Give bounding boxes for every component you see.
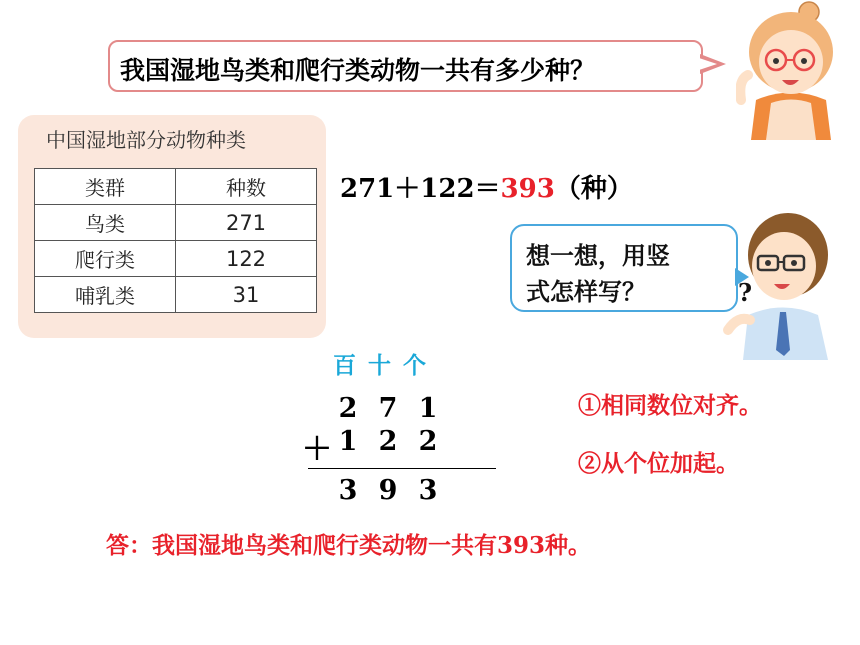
- question-bubble: [108, 40, 703, 92]
- table-cell-count: 31: [176, 277, 317, 313]
- place-value-header: 百十个: [333, 352, 438, 379]
- boy-illustration: [718, 200, 838, 360]
- digit: 9: [378, 475, 398, 506]
- digit: 2: [418, 426, 438, 457]
- table-row: [35, 241, 317, 277]
- equation-unit: （种）: [554, 174, 633, 204]
- digit: 1: [418, 393, 438, 424]
- table-cell-group: 爬行类: [35, 241, 176, 277]
- sum-line: [308, 468, 496, 469]
- question-bubble-tail-inner: [699, 58, 717, 70]
- table-cell-group: 鸟类: [35, 205, 176, 241]
- species-table: [34, 168, 317, 313]
- table-row: [35, 205, 317, 241]
- digit: 2: [378, 426, 398, 457]
- addend-row-1: [328, 393, 448, 424]
- question-text: 我国湿地鸟类和爬行类动物一共有多少种？: [120, 56, 596, 85]
- table-row: [35, 277, 317, 313]
- equation-result: 393: [500, 174, 555, 204]
- answer-text: 答：我国湿地鸟类和爬行类动物一共有393种。: [106, 532, 592, 559]
- tip-align: ①相同数位对齐。: [578, 392, 762, 419]
- question-mark: ?: [738, 278, 753, 307]
- addend-row-2: [328, 426, 448, 457]
- table-title: 中国湿地部分动物种类: [46, 128, 246, 152]
- table-header-cell: 类群: [35, 169, 176, 205]
- girl-illustration: [736, 0, 846, 140]
- plus-sign: ＋: [302, 432, 332, 467]
- digit: 7: [378, 393, 398, 424]
- thought-line-1: 想一想，用竖: [526, 241, 670, 270]
- digit: 1: [338, 426, 358, 457]
- table-cell-count: 122: [176, 241, 317, 277]
- table-header-cell: 种数: [176, 169, 317, 205]
- digit: 2: [338, 393, 358, 424]
- table-header-row: [35, 169, 317, 205]
- thought-line-2: 式怎样写？: [526, 277, 646, 306]
- equation-expression: 271＋122＝: [340, 174, 501, 204]
- digit: 3: [338, 475, 358, 506]
- table-cell-count: 271: [176, 205, 317, 241]
- equation: [340, 168, 633, 205]
- digit: 3: [418, 475, 438, 506]
- tip-start-ones: ②从个位加起。: [578, 450, 739, 477]
- table-cell-group: 哺乳类: [35, 277, 176, 313]
- sum-row: [328, 475, 448, 506]
- thought-bubble: [510, 224, 738, 312]
